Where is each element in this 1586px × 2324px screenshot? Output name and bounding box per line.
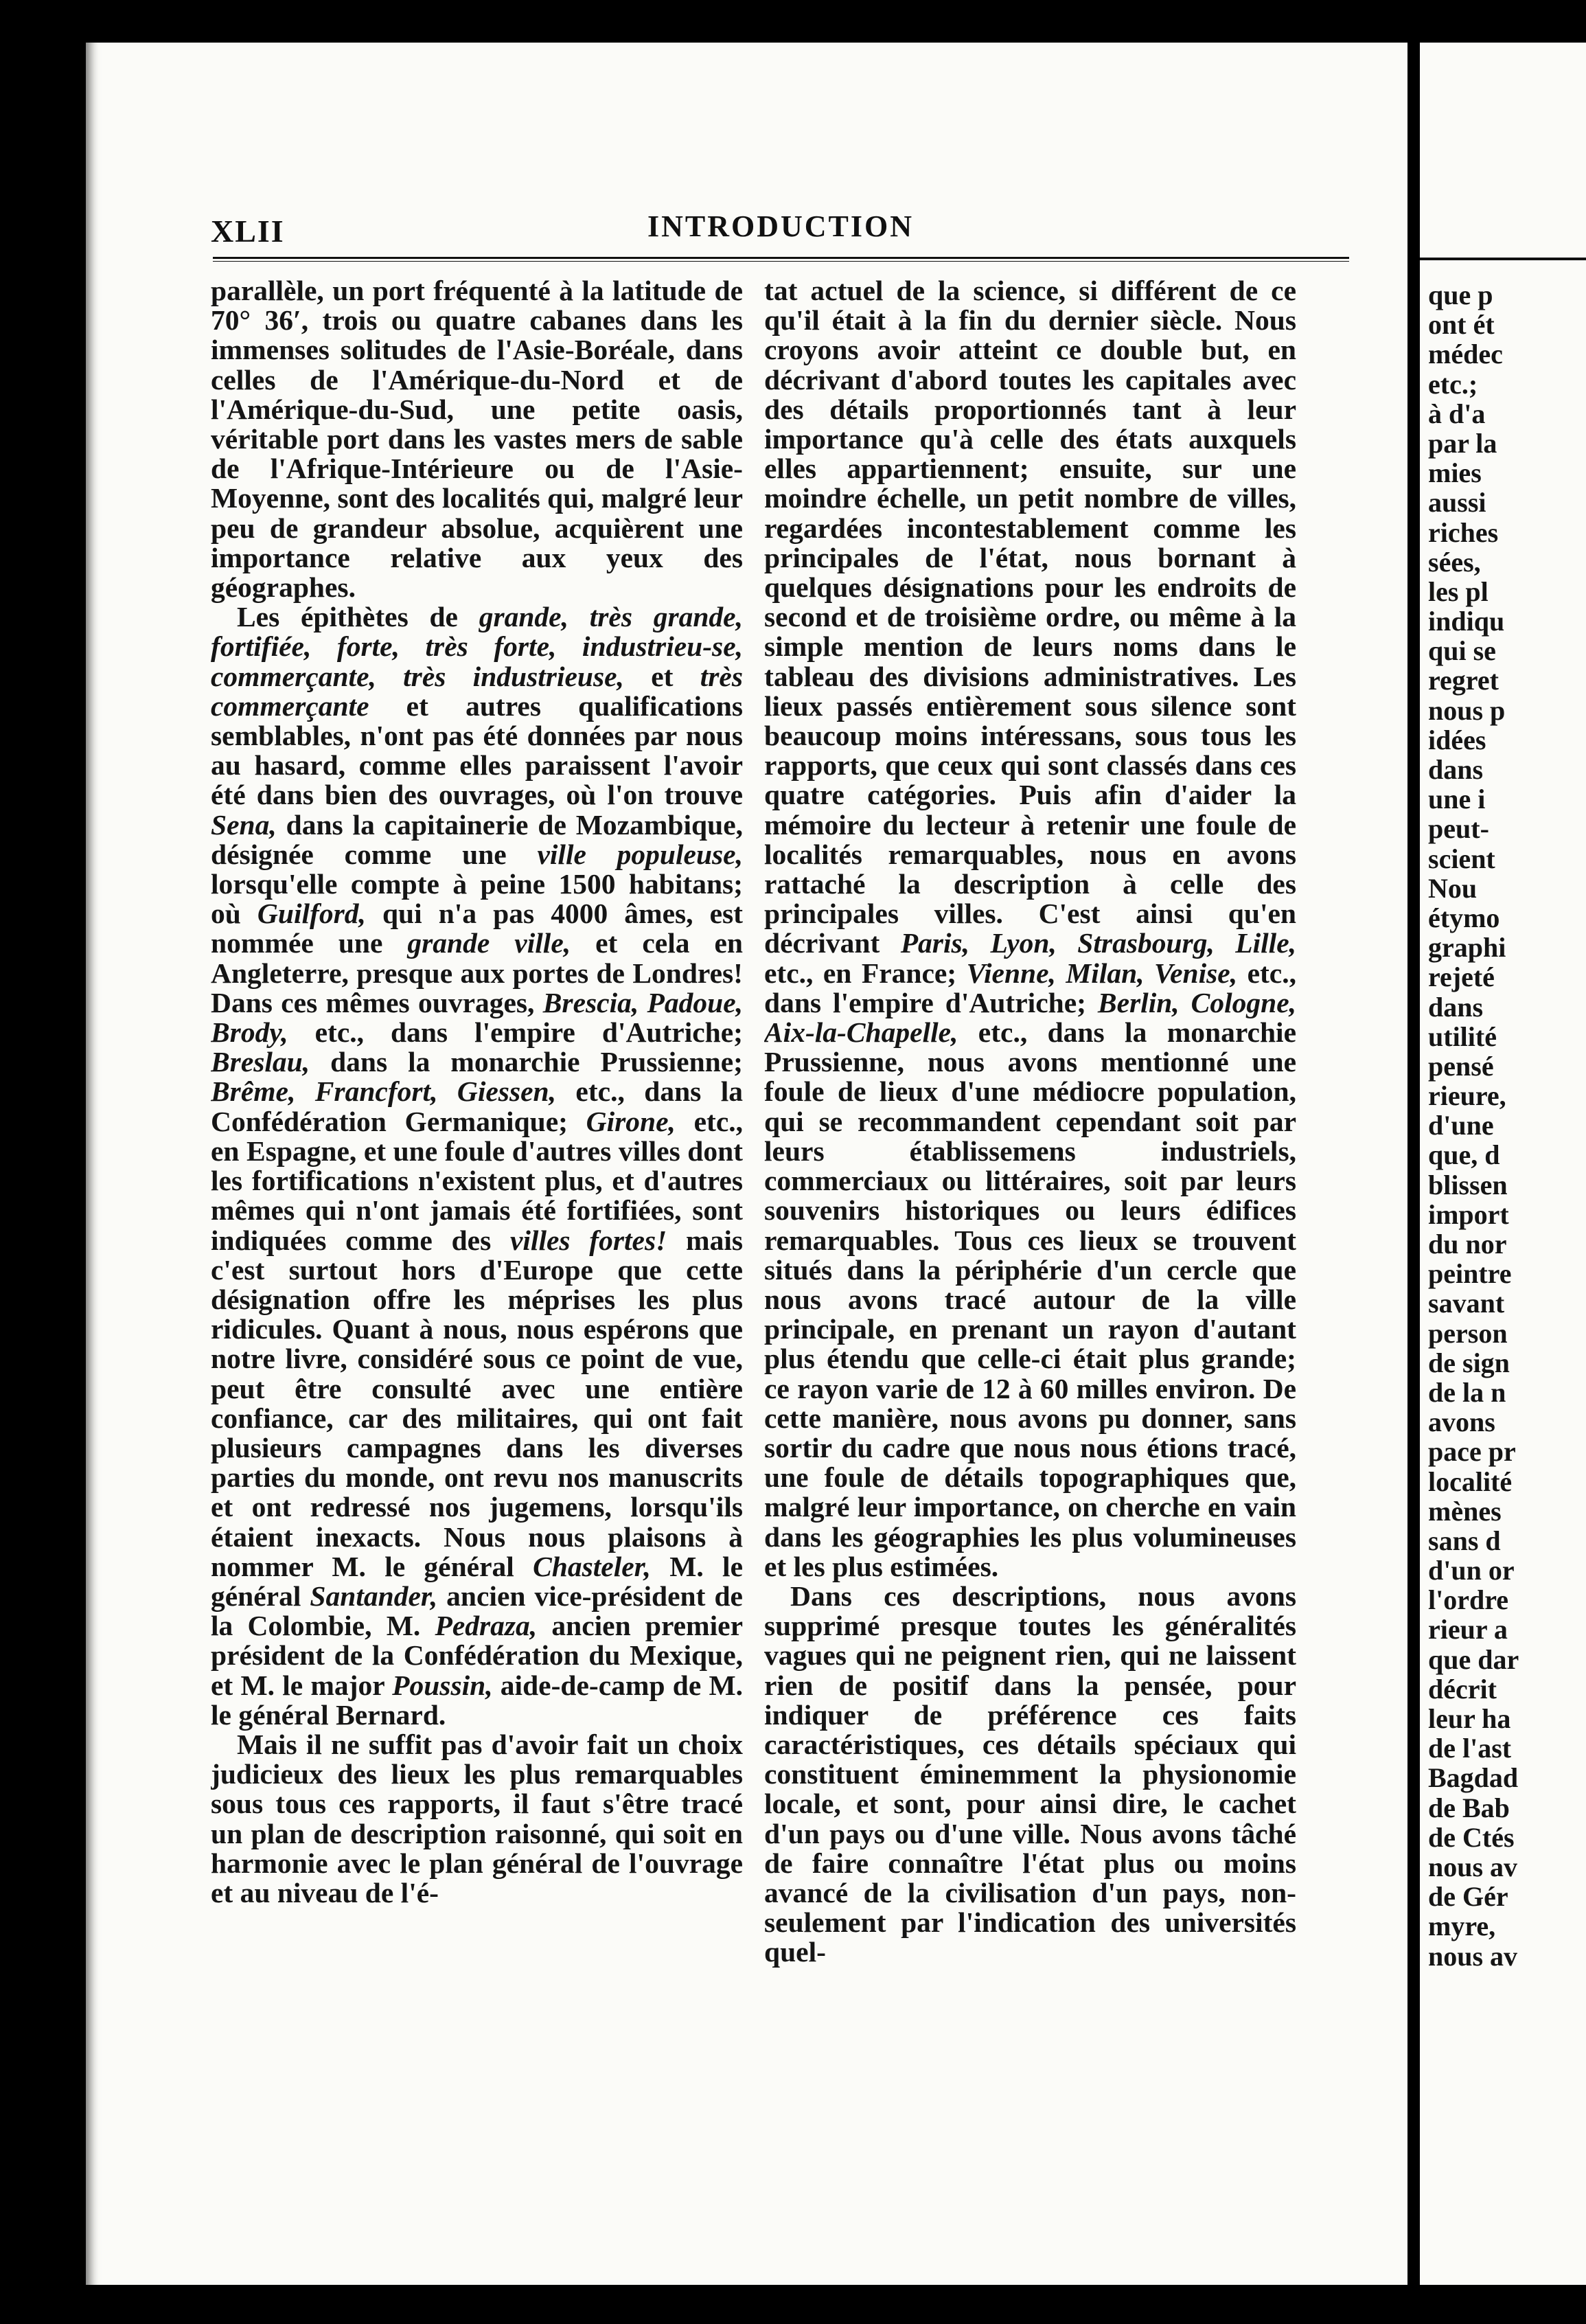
text-run: dans la monarchie Prussienne; [310,1046,743,1078]
text-run: et cela en Angleterre, presque aux portes de Londres! Dans ces mêmes ouvrages, [211,927,743,1018]
facing-line-fragment: nous p [1428,694,1506,726]
facing-line-fragment: dans [1428,754,1484,785]
facing-line-fragment: localité [1428,1466,1513,1497]
facing-line-fragment: que dar [1428,1643,1519,1675]
facing-line-fragment: aussi [1428,487,1486,519]
page-number: XLII [211,214,285,249]
text-run: etc., en Espagne, et une foule d'autres villes dont les fortifications n'existent plus, et d'autres mêmes qui n'ont jamais été fortifiées, sont indiquées comme des [211,1105,743,1256]
facing-line-fragment: blissen [1428,1169,1508,1200]
facing-line-fragment: l'ordre [1428,1584,1509,1616]
italic-run: Chasteler, [533,1550,651,1582]
facing-line-fragment: d'une [1428,1110,1494,1141]
facing-page-fragments [1428,280,1519,1971]
text-run: et autres qualifications semblables, n'ont pas été données par nous au hasard, comme elles paraissent l'avoir été dans bien des ouvrages, où l'on trouve [211,690,743,811]
text-run: Dans ces descriptions, nous avons supprimé presque toutes les généralités vagues qui ne peignent rien, qui ne laissent rien de positif dans la pensée, pour indiquer de préférence ces faits caractéristiques, ces détails spéciaux qui constituent éminemment la physionomie locale, et sont, pour ainsi dire, le cachet d'un pays ou d'une ville. Nous avons tâché de faire connaître l'état plus ou moins avancé de la civilisation d'un pays, non-seulement par l'indication des universités quel- [764,1580,1296,1968]
italic-run: villes fortes! [509,1224,667,1256]
facing-line-fragment: qui se [1428,635,1496,667]
italic-run: Brescia, Padoue, Brody, [211,986,743,1049]
text-run: etc., dans l'empire d'Autriche; [764,957,1296,1018]
italic-run: Santander, [310,1580,438,1612]
facing-line-fragment: sées, [1428,546,1481,578]
text-run: Mais il ne suffit pas d'avoir fait un choix judicieux des lieux les plus remarquables sous tous ces rapports, il faut s'être tracé un plan de description raisonné, qui soit en harmonie avec le plan général de l'ouvrage et au niveau de l'é- [211,1728,743,1909]
facing-line-fragment: nous av [1428,1851,1518,1882]
italic-run: Brême, Francfort, Giessen, [211,1075,556,1108]
paragraph [211,1730,743,1908]
page-header [211,209,1351,254]
italic-run: ville populeuse, [537,838,743,870]
text-run: ancien vice-président de la Colombie, M. [211,1580,743,1642]
facing-line-fragment: de Gér [1428,1881,1508,1913]
book-page-left [86,43,1407,2285]
facing-line-fragment: rejeté [1428,961,1495,993]
facing-line-fragment: décrit [1428,1673,1497,1705]
header-rule [213,257,1349,262]
facing-line-fragment: peintre [1428,1258,1512,1290]
text-run: ancien premier président de la Confédération du Mexique, et M. le major [211,1610,743,1701]
facing-line-fragment: de l'ast [1428,1733,1512,1764]
facing-line-fragment: d'un or [1428,1555,1515,1586]
facing-line-fragment: avons [1428,1406,1495,1438]
facing-line-fragment: les pl [1428,576,1489,607]
facing-line-fragment: mènes [1428,1495,1502,1527]
facing-line-fragment: dans [1428,991,1484,1023]
facing-line-fragment: du nor [1428,1229,1507,1260]
text-run: tat actuel de la science, si différent de ce qu'il était à la fin du dernier siècle. Nous croyons avoir atteint ce double but, en décrivant d'abord toutes les capitales avec des détails proportionnés tant à leur importance qu'à celle des états auxquels elles appartiennent; ensuite, sur une moindre échelle, un petit nombre de villes, regardées incontestablement comme les principales de l'état, nous bornant à quelques désignations pour les endroits de second et de troisième ordre, ou même à la simple mention de leurs noms dans le tableau des divisions administratives. Les lieux passés entièrement sous silence sont beaucoup moins intéressans, sous tous les rapports, que ceux qui sont classés dans ces quatre catégories. Puis afin d'aider la mémoire du lecteur à retenir une foule de localités remarquables, nous en avons rattaché la description à celle des principales villes. C'est ainsi qu'en décrivant [764,276,1296,959]
facing-line-fragment: indiqu [1428,606,1505,637]
text-run: aide-de-camp de M. le général Bernard. [211,1669,743,1731]
facing-line-fragment: myre, [1428,1911,1496,1942]
facing-line-fragment: sans d [1428,1525,1501,1556]
italic-run: Poussin, [392,1669,493,1701]
paragraph [764,1582,1296,1968]
facing-line-fragment: person [1428,1317,1508,1349]
text-run: parallèle, un port fréquenté à la latitude de 70° 36′, trois ou quatre cabanes dans les immenses solitudes de l'Asie-Boréale, dans celles de l'Amérique-du-Nord et de l'Amérique-du-Sud, une petite oasis, véritable port dans les vastes mers de sable de l'Afrique-Intérieure ou de l'Asie-Moyenne, sont des localités qui, malgré leur peu de grandeur absolue, acquièrent une importance relative aux yeux des géographes. [211,276,743,604]
facing-line-fragment: import [1428,1198,1509,1230]
facing-line-fragment: de Ctés [1428,1821,1515,1853]
facing-line-fragment: Bagdad [1428,1762,1519,1794]
italic-run: grande ville, [407,927,571,959]
facing-line-fragment: de Bab [1428,1792,1510,1823]
facing-line-fragment: pace pr [1428,1436,1516,1468]
italic-run: Breslau, [211,1046,310,1078]
facing-line-fragment: leur ha [1428,1703,1511,1734]
text-run: M. le général [211,1550,743,1612]
text-run: qui n'a pas 4000 âmes, est nommée une [211,898,743,959]
italic-run: très commerçante [211,660,743,722]
facing-line-fragment: Nou [1428,872,1478,904]
facing-line-fragment: une i [1428,784,1486,815]
italic-run: Pedraza, [435,1610,538,1642]
facing-line-fragment: nous av [1428,1940,1518,1971]
facing-line-fragment: que, d [1428,1139,1500,1171]
facing-line-fragment: ont ét [1428,309,1495,341]
italic-run: Girone, [586,1105,676,1137]
text-run: mais c'est surtout hors d'Europe que cette désignation offre les méprises les plus ridicules. Quant à nous, nous espérons que notre livre, considéré sous ce point de vue, peut être consulté avec une entière confiance, car des militaires, qui ont fait plusieurs campagnes dans les diverses parties du monde, ont revu nos manuscrits et ont redressé nos jugemens, lorsqu'ils étaient inexacts. Nous nous plaisons à nommer M. le général [211,1224,743,1582]
italic-run: Vienne, Milan, Venise, [966,957,1238,989]
facing-line-fragment: rieure, [1428,1080,1506,1112]
facing-line-fragment: pensé [1428,1050,1494,1082]
text-run: Les épithètes de [237,601,479,633]
facing-line-fragment: que p [1428,280,1493,310]
facing-line-fragment: idées [1428,724,1486,755]
italic-run: Sena, [211,808,277,841]
text-run: etc., dans la monarchie Prussienne, nous avons mentionné une foule de lieux d'une médiocre population, qui se recommandent cependant soit par leurs établissemens industriels, commerciaux ou littéraires, soit par leurs souvenirs historiques ou leurs édifices remarquables. Tous ces lieux se trouvent situés dans la périphérie d'un cercle que nous avons tracé autour de la ville principale, en prenant un rayon d'autant plus étendu que celle-ci était plus grande; ce rayon varie de 12 à 60 milles environ. De cette manière, nous avons pu donner, sans sortir du cadre que nous nous étions tracé, une foule de détails topographiques que, malgré leur importance, on cherche en vain dans les géographies les plus volumineuses et les plus estimées. [764,1016,1296,1582]
facing-line-fragment: peut- [1428,813,1489,845]
paragraph [211,276,743,602]
paragraph [211,602,743,1730]
text-column-left [211,276,743,2172]
facing-line-fragment: etc.; [1428,368,1478,400]
facing-line-fragment: par la [1428,427,1497,459]
text-run: etc., dans la Confédération Germanique; [211,1075,743,1137]
facing-line-fragment: de sign [1428,1347,1510,1378]
running-head: INTRODUCTION [647,209,915,243]
italic-run: grande, très grande, fortifiée, forte, très forte, industrieu-se, commerçante, très industrieuse, [211,601,743,692]
facing-line-fragment: rieur a [1428,1614,1508,1645]
text-column-right [764,276,1296,2172]
facing-page-rule [1420,258,1586,260]
text-run: lorsqu'elle compte à peine 1500 habitans; où [211,868,743,930]
facing-line-fragment: médec [1428,339,1503,370]
facing-line-fragment: mies [1428,457,1482,489]
text-run: etc., dans l'empire d'Autriche; [288,1016,743,1049]
text-run: dans la capitainerie de Mozambique, désignée comme une [211,808,743,870]
facing-line-fragment: graphi [1428,932,1506,964]
italic-run: Berlin, Cologne, Aix-la-Chapelle, [764,986,1296,1049]
text-run: et [623,660,700,692]
paragraph [764,276,1296,1582]
facing-line-fragment: de la n [1428,1376,1506,1408]
text-run: etc., en France; [764,957,967,989]
facing-line-fragment: à d'a [1428,398,1486,429]
facing-line-fragment: regret [1428,665,1499,696]
italic-run: Guilford, [257,898,366,930]
book-page-right-edge [1420,43,1586,2285]
italic-run: Paris, Lyon, Strasbourg, Lille, [900,927,1296,959]
facing-line-fragment: riches [1428,516,1499,548]
facing-line-fragment: scient [1428,843,1495,874]
facing-line-fragment: étymo [1428,902,1500,933]
facing-line-fragment: utilité [1428,1021,1497,1052]
facing-line-fragment: savant [1428,1288,1505,1319]
